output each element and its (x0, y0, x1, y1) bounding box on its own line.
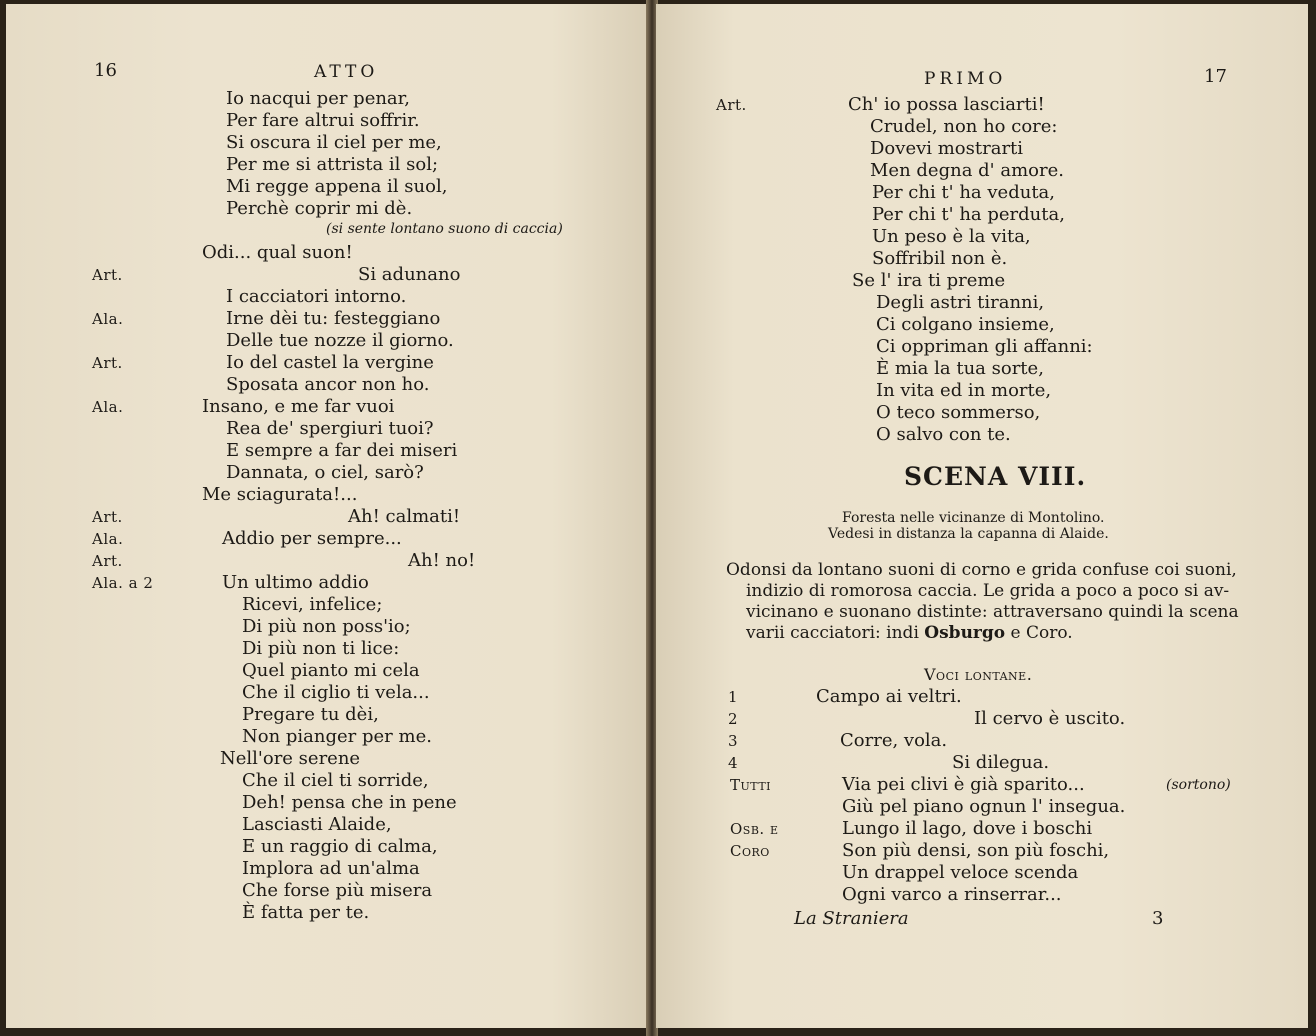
verse-line: Di più non poss'io; (242, 616, 411, 637)
verse-line: Insano, e me far vuoi (202, 396, 395, 417)
speaker-label: Ala. a 2 (92, 574, 154, 592)
verse-line: Mi regge appena il suol, (226, 176, 448, 197)
verse-line: Per fare altrui soffrir. (226, 110, 420, 131)
speaker-label: 4 (728, 754, 739, 772)
verse-line: Non pianger per me. (242, 726, 432, 747)
speaker-label: 1 (728, 688, 739, 706)
verse-line: Sposata ancor non ho. (226, 374, 430, 395)
verse-line: Odi... qual suon! (202, 242, 353, 263)
verse-line: Deh! pensa che in pene (242, 792, 457, 813)
verse-line: Per chi t' ha veduta, (872, 182, 1056, 203)
speaker-label: 3 (728, 732, 739, 750)
stage-direction: (si sente lontano suono di caccia) (326, 221, 563, 237)
stage-direction-prose: indizio di romorosa caccia. Le grida a poco a poco si av- (746, 581, 1230, 601)
verse-line: Di più non ti lice: (242, 638, 400, 659)
verse-line: Si adunano (358, 264, 461, 285)
signature-mark: 3 (1152, 908, 1164, 929)
verse-line: Ch' io possa lasciarti! (848, 94, 1045, 115)
character-name: Osburgo (924, 623, 1006, 643)
left-page (6, 4, 648, 1028)
verse-line: Giù pel piano ognun l' insegua. (842, 796, 1126, 817)
stage-direction: (sortono) (1166, 777, 1231, 793)
verse-line: Degli astri tiranni, (876, 292, 1045, 313)
running-head-left: ATTO (314, 62, 379, 82)
verse-line: Ah! no! (408, 550, 476, 571)
verse-line: È mia la tua sorte, (876, 358, 1044, 379)
verse-line: Un peso è la vita, (872, 226, 1031, 247)
verse-line: Rea de' spergiuri tuoi? (226, 418, 434, 439)
stage-direction-prose: vicinano e suonano distinte: attraversano quindi la scena (746, 602, 1239, 622)
verse-line: E un raggio di calma, (242, 836, 438, 857)
verse-line: I cacciatori intorno. (226, 286, 407, 307)
verse-line: È fatta per te. (242, 902, 370, 923)
verse-line: Ricevi, infelice; (242, 594, 383, 615)
verse-line: Son più densi, son più foschi, (842, 840, 1110, 861)
verse-line: Per me si attrista il sol; (226, 154, 439, 175)
verse-line: In vita ed in morte, (876, 380, 1052, 401)
right-page (656, 4, 1308, 1028)
speaker-label: Osb. e (730, 820, 779, 838)
speaker-label: Coro (730, 842, 770, 860)
verse-line: Che forse più misera (242, 880, 433, 901)
speaker-label: Ala. (92, 310, 124, 328)
verse-line: Irne dèi tu: festeggiano (226, 308, 441, 329)
verse-line: Dovevi mostrarti (870, 138, 1024, 159)
verse-line: Ogni varco a rinserrar... (842, 884, 1062, 905)
speaker-label: Art. (92, 552, 123, 570)
page-number-right: 17 (1204, 66, 1227, 87)
verse-line: Che il ciel ti sorride, (242, 770, 429, 791)
speaker-label: Art. (92, 508, 123, 526)
verse-line: Delle tue nozze il giorno. (226, 330, 454, 351)
verse-line: E sempre a far dei miseri (226, 440, 458, 461)
verse-line: Pregare tu dèi, (242, 704, 379, 725)
verse-line: Lasciasti Alaide, (242, 814, 392, 835)
scene-title: SCENA VIII. (904, 462, 1087, 491)
verse-line: Me sciagurata!... (202, 484, 358, 505)
verse-line: Lungo il lago, dove i boschi (842, 818, 1093, 839)
speaker-label: Art. (92, 266, 123, 284)
verse-line: Ah! calmati! (348, 506, 461, 527)
verse-line: Che il ciglio ti vela... (242, 682, 430, 703)
verse-line: Perchè coprir mi dè. (226, 198, 413, 219)
scene-setting: Vedesi in distanza la capanna di Alaide. (828, 526, 1109, 542)
speaker-label: Ala. (92, 398, 124, 416)
verse-line: Ci oppriman gli affanni: (876, 336, 1093, 357)
verse-line: Corre, vola. (840, 730, 948, 751)
stage-direction-prose (746, 623, 1073, 644)
verse-line: O teco sommerso, (876, 402, 1041, 423)
verse-line: Men degna d' amore. (870, 160, 1064, 181)
verse-line: Se l' ira ti preme (852, 270, 1006, 291)
speaker-label: Tutti (730, 776, 771, 794)
verse-line: Implora ad un'alma (242, 858, 420, 879)
verse-line: Un ultimo addio (222, 572, 369, 593)
speaker-label: 2 (728, 710, 739, 728)
verse-line: Io nacqui per penar, (226, 88, 411, 109)
verse-line: Via pei clivi è già sparito... (842, 774, 1085, 795)
speaker-label: Ala. (92, 530, 124, 548)
verse-line: Soffribil non è. (872, 248, 1008, 269)
speaker-label: Art. (92, 354, 123, 372)
verse-line: Si dilegua. (952, 752, 1050, 773)
speaker-label: Art. (716, 96, 747, 114)
verse-line: Crudel, non ho core: (870, 116, 1058, 137)
page-number-left: 16 (94, 60, 117, 81)
footer-title: La Straniera (794, 908, 909, 929)
verse-line: Quel pianto mi cela (242, 660, 420, 681)
prose-text: varii cacciatori: indi (746, 623, 919, 643)
verse-line: Ci colgano insieme, (876, 314, 1055, 335)
verse-line: Un drappel veloce scenda (842, 862, 1079, 883)
verse-line: Nell'ore serene (220, 748, 361, 769)
prose-text: e Coro. (1010, 623, 1073, 643)
running-head-right: PRIMO (924, 69, 1007, 89)
verse-line: O salvo con te. (876, 424, 1011, 445)
scene-setting: Foresta nelle vicinanze di Montolino. (842, 510, 1105, 526)
stage-direction-prose: Odonsi da lontano suoni di corno e grida confuse coi suoni, (726, 560, 1237, 580)
verse-line: Per chi t' ha perduta, (872, 204, 1065, 225)
verse-line: Si oscura il ciel per me, (226, 132, 442, 153)
voices-heading: Voci lontane. (924, 665, 1033, 684)
verse-line: Dannata, o ciel, sarò? (226, 462, 424, 483)
verse-line: Addio per sempre... (222, 528, 402, 549)
verse-line: Campo ai veltri. (816, 686, 962, 707)
verse-line: Il cervo è uscito. (974, 708, 1126, 729)
verse-line: Io del castel la vergine (226, 352, 434, 373)
